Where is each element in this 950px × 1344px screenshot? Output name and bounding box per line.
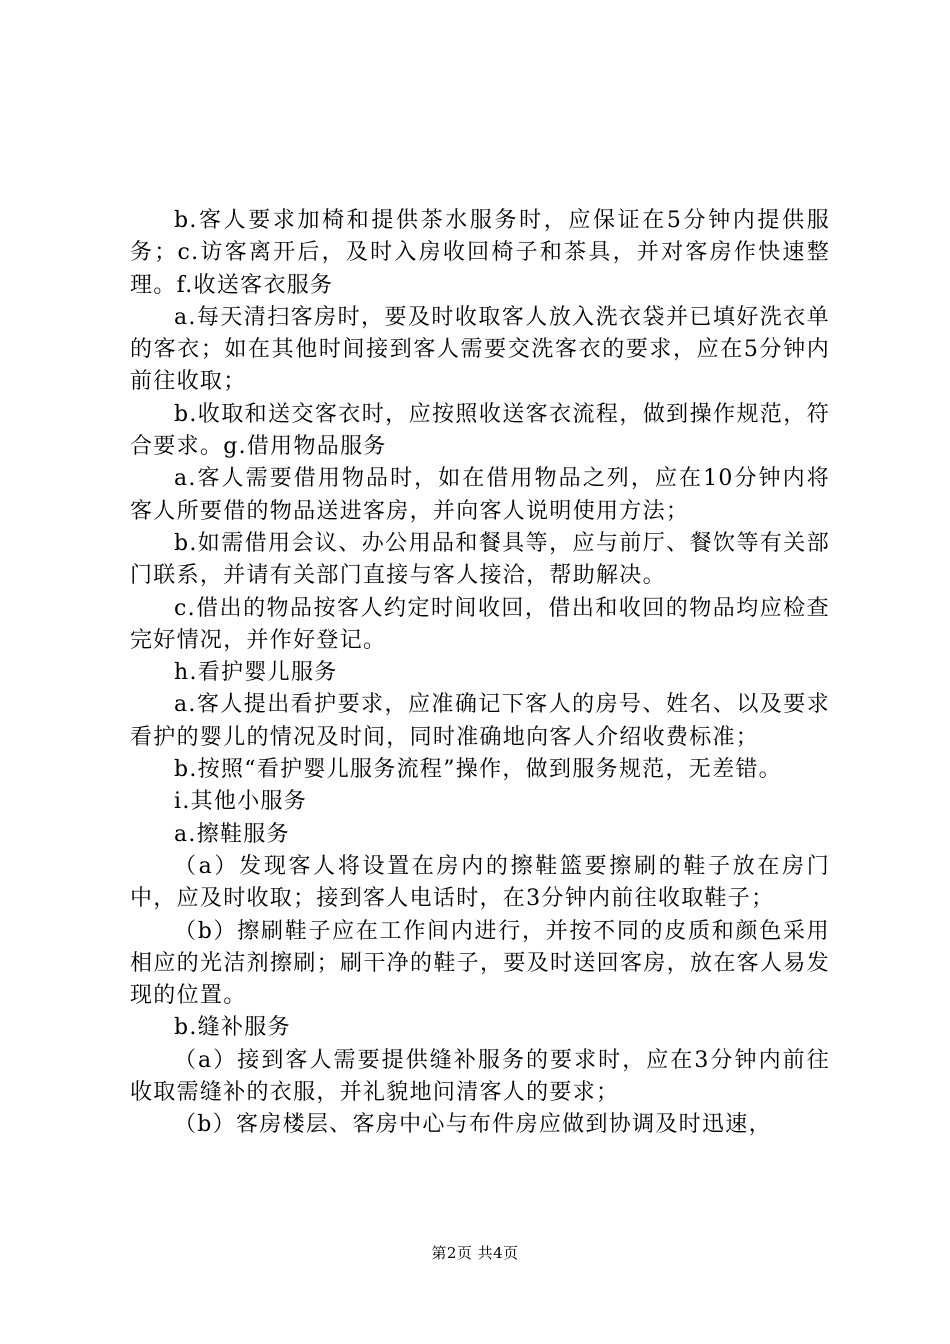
paragraph-8: a.客人提出看护要求，应准确记下客人的房号、姓名、以及要求看护的婴儿的情况及时间，同时准确地向客人介绍收费标准； (130, 692, 830, 750)
paragraph-12: （a）发现客人将设置在房内的擦鞋篮要擦刷的鞋子放在房门中，应及时收取；接到客人电话时，在3分钟内前往收取鞋子； (130, 853, 830, 912)
paragraph-13: （b）擦刷鞋子应在工作间内进行，并按不同的皮质和颜色采用相应的光洁剂擦刷；刷干净的鞋子，要及时送回客房，放在客人易发现的位置。 (130, 918, 830, 1009)
paragraph-15: （a）接到客人需要提供缝补服务的要求时，应在3分钟内前往收取需缝补的衣服，并礼貌地问清客人的要求； (130, 1047, 830, 1106)
paragraph-1: b.客人要求加椅和提供茶水服务时，应保证在5分钟内提供服务；c.访客离开后，及时入房收回椅子和茶具，并对客房作快速整理。f.收送客衣服务 (130, 208, 830, 298)
paragraph-2: a.每天清扫客房时，要及时收取客人放入洗衣袋并已填好洗衣单的客衣；如在其他时间接到客人需要交洗客衣的要求，应在5分钟内前往收取； (130, 304, 830, 395)
page-number-footer: 第2页 共4页 (431, 1244, 519, 1262)
section-heading-h: h.看护婴儿服务 (174, 660, 338, 686)
paragraph-3: b.收取和送交客衣时，应按照收送客衣流程，做到操作规范，符合要求。g.借用物品服务 (130, 401, 830, 460)
paragraph-5: b.如需借用会议、办公用品和餐具等，应与前厅、餐饮等有关部门联系，并请有关部门直接与客人接洽，帮助解决。 (130, 530, 830, 589)
paragraph-6: c.借出的物品按客人约定时间收回，借出和收回的物品均应检查完好情况，并作好登记。 (130, 595, 830, 653)
document-body (130, 205, 830, 1142)
paragraph-16: （b）客房楼层、客房中心与布件房应做到协调及时迅速， (174, 1112, 772, 1138)
paragraph-4: a.客人需要借用物品时，如在借用物品之列，应在10分钟内将客人所要借的物品送进客房，并向客人说明使用方法； (130, 466, 830, 524)
subsection-heading-shoe-shine: a.擦鞋服务 (174, 821, 290, 847)
paragraph-9: b.按照“看护婴儿服务流程”操作，做到服务规范，无差错。 (174, 757, 782, 783)
section-heading-i: i.其他小服务 (174, 789, 308, 815)
subsection-heading-mending: b.缝补服务 (174, 1015, 291, 1041)
